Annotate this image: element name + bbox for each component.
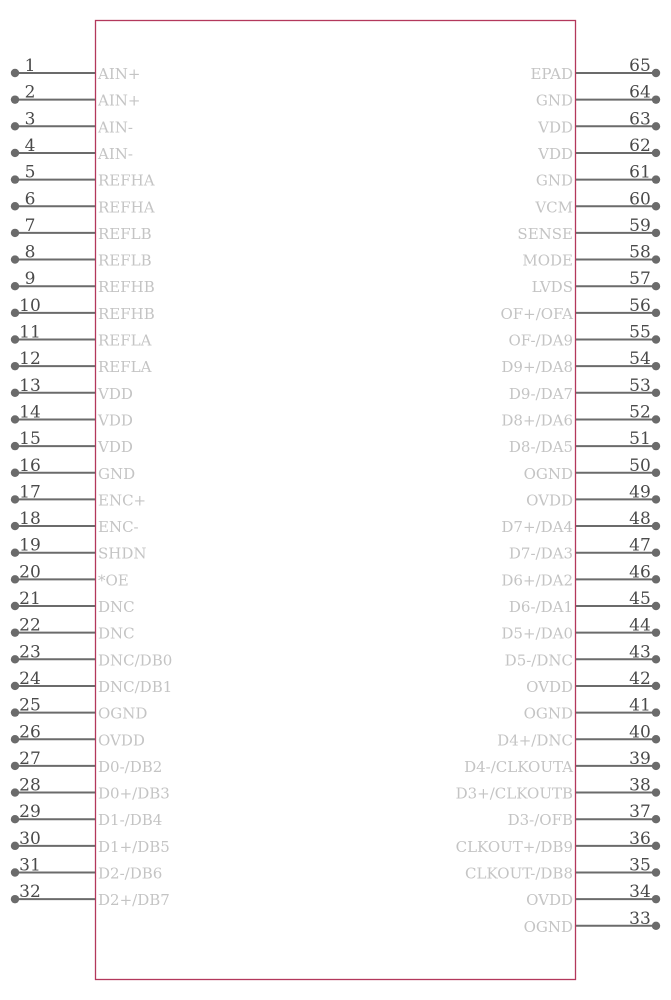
pin-endpoint [652,389,660,397]
pin-endpoint [11,602,19,610]
pin-endpoint [652,602,660,610]
pin-16 [11,456,135,483]
component-body [96,21,576,980]
pin-18 [11,509,139,536]
pin-number: 11 [19,322,41,343]
pin-number: 9 [24,269,36,290]
pin-label: ENC- [98,518,139,537]
pin-endpoint [11,655,19,663]
pin-number: 15 [19,429,41,450]
pin-endpoint [652,309,660,317]
pin-endpoint [11,469,19,477]
pin-label: CLKOUT-/DB8 [465,864,573,883]
pin-label: VDD [538,144,573,163]
pin-47 [509,536,660,563]
pin-label: REFLA [98,358,152,377]
pin-label: EPAD [530,65,573,83]
pin-endpoint [652,255,660,263]
left-pin-group [11,56,172,909]
pin-label: D3+/CLKOUTB [455,784,573,803]
pin-7 [11,216,152,243]
pin-number: 27 [19,748,41,769]
pin-14 [11,402,133,429]
pin-endpoint [11,69,19,77]
pin-number: 40 [629,722,651,743]
pin-64 [536,83,660,110]
pin-42 [526,669,660,696]
pin-number: 4 [24,135,36,156]
pin-endpoint [652,735,660,743]
pin-label: D6+/DA2 [501,571,573,590]
pin-54 [501,349,660,376]
pin-endpoint [652,708,660,716]
pin-number: 31 [19,855,41,876]
pin-label: D7-/DA3 [508,544,573,563]
pin-25 [11,696,148,723]
pin-endpoint [652,762,660,770]
pin-label: OVDD [98,731,145,750]
pin-endpoint [11,522,19,530]
pin-label: OVDD [526,891,573,910]
pin-label: SENSE [517,224,573,243]
pin-endpoint [652,69,660,77]
pin-endpoint [652,229,660,237]
pin-endpoint [11,735,19,743]
pin-number: 53 [629,375,651,396]
pin-number: 41 [629,695,651,716]
pin-9 [11,269,155,296]
pin-endpoint [11,868,19,876]
pin-label: LVDS [531,278,573,297]
pin-number: 2 [24,82,36,103]
pin-label: AIN- [98,144,133,163]
pin-endpoint [11,682,19,690]
pin-number: 48 [629,509,651,530]
pin-4 [11,136,133,163]
pin-endpoint [11,362,19,370]
pin-number: 36 [629,828,651,849]
pin-number: 39 [629,748,651,769]
pin-number: 13 [19,375,41,396]
pin-endpoint [652,442,660,450]
pin-label: D1-/DB4 [98,811,163,830]
pin-number: 35 [629,855,651,876]
pin-endpoint [652,149,660,157]
pin-number: 12 [19,349,41,370]
pin-label: D2-/DB6 [98,864,163,883]
pin-number: 19 [19,535,41,556]
pin-label: MODE [522,251,573,270]
pin-label: D5-/DNC [504,651,573,670]
pin-32 [11,882,170,909]
pin-22 [11,616,135,643]
pin-label: DNC/DB0 [98,651,173,670]
pin-number: 51 [629,429,651,450]
pin-label: OVDD [526,491,573,510]
pin-19 [11,536,147,563]
pin-46 [501,562,660,589]
pin-label: OF+/OFA [500,304,573,323]
pin-59 [517,216,660,243]
pin-endpoint [652,842,660,850]
pin-label: VDD [98,438,133,457]
pin-label: OGND [523,917,573,936]
pin-number: 52 [629,402,651,423]
pin-endpoint [652,549,660,557]
pin-number: 61 [629,162,651,183]
pin-endpoint [11,895,19,903]
pin-8 [11,243,152,270]
pin-label: D4+/DNC [497,731,573,750]
pin-endpoint [11,549,19,557]
pin-number: 10 [19,295,41,316]
pin-endpoint [11,229,19,237]
pin-label: D0-/DB2 [98,757,163,776]
pin-5 [11,163,155,190]
pin-label: VDD [98,384,133,403]
pin-34 [526,882,660,909]
pin-38 [456,776,661,803]
pin-label: OGND [523,464,573,483]
pin-label: VDD [98,411,133,430]
pin-number: 20 [19,562,41,583]
pin-53 [509,376,660,403]
pin-60 [534,189,660,216]
pin-label: DNC [98,624,135,643]
pin-number: 59 [629,215,651,236]
pin-label: D4-/CLKOUTA [464,757,573,776]
pin-number: 43 [629,642,651,663]
pin-number: 42 [629,668,651,689]
pin-number: 65 [629,56,651,76]
pin-number: 21 [19,589,41,609]
pin-label: GND [535,171,573,190]
pin-number: 56 [629,295,651,316]
pin-endpoint [652,522,660,530]
pin-28 [11,776,170,803]
pin-endpoint [652,895,660,903]
pin-number: 38 [629,775,651,796]
pin-number: 22 [19,615,41,636]
pin-number: 57 [629,269,651,290]
pin-26 [11,722,145,749]
pin-number: 7 [24,215,36,236]
pin-31 [11,856,162,883]
pin-label: D8-/DA5 [508,438,573,457]
pin-endpoint [652,335,660,343]
pin-23 [11,642,172,669]
pin-number: 58 [629,242,651,263]
pin-number: 17 [19,482,41,503]
pin-endpoint [11,282,19,290]
pin-15 [11,429,133,456]
pin-43 [505,642,661,669]
pin-12 [11,349,152,376]
pin-3 [11,109,133,136]
pin-52 [501,402,660,429]
pin-label: OF-/DA9 [508,331,573,350]
pin-63 [537,109,660,136]
pin-37 [508,802,661,829]
pin-endpoint [11,762,19,770]
pin-endpoint [652,922,660,930]
pin-number: 55 [629,322,651,343]
pin-endpoint [652,788,660,796]
pin-39 [464,749,660,776]
right-pin-group [456,56,661,936]
pin-endpoint [652,95,660,103]
pin-label: CLKOUT+/DB9 [455,837,573,856]
pin-56 [500,296,660,323]
pin-number: 23 [19,642,41,663]
pin-label: VCM [535,198,573,217]
pin-62 [537,136,660,163]
pin-11 [11,323,152,350]
pin-label: GND [98,464,136,483]
pin-endpoint [652,415,660,423]
pin-label: REFLA [98,331,152,350]
pin-endpoint [652,122,660,130]
pin-number: 30 [19,828,41,849]
pin-number: 49 [629,482,651,503]
pin-endpoint [652,282,660,290]
pin-41 [524,696,661,723]
pin-label: D2+/DB7 [98,891,170,910]
pin-number: 47 [629,535,651,556]
pin-number: 18 [19,509,41,530]
pin-33 [524,909,661,936]
pin-number: 1 [24,56,36,76]
pin-label: REFLB [98,251,152,270]
pin-55 [508,323,660,350]
pin-label: ENC+ [98,491,147,510]
pin-label: D0+/DB3 [98,784,170,803]
pin-number: 45 [629,589,651,609]
pin-number: 37 [629,802,651,823]
pin-endpoint [11,255,19,263]
pin-27 [11,749,162,776]
pin-20 [11,562,129,589]
pin-endpoint [652,575,660,583]
pin-label: REFHB [98,304,155,323]
pin-number: 25 [19,695,41,716]
pin-label: *OE [98,571,129,590]
pin-number: 29 [19,802,41,823]
pin-number: 5 [24,162,36,183]
pin-number: 6 [24,189,36,210]
pin-label: D6-/DA1 [508,598,573,616]
pin-label: OGND [523,704,573,723]
pin-label: REFHA [98,171,155,190]
pin-number: 64 [629,82,651,103]
pin-endpoint [11,335,19,343]
pin-number: 33 [629,908,651,929]
pin-label: AIN+ [98,65,141,83]
pin-label: AIN+ [98,91,141,110]
pin-label: OVDD [526,677,573,696]
pin-endpoint [652,495,660,503]
pin-endpoint [652,202,660,210]
pin-number: 50 [629,455,651,476]
pin-number: 32 [19,882,41,903]
pin-label: DNC/DB1 [98,677,173,696]
pin-65 [530,56,660,83]
pin-endpoint [11,575,19,583]
pin-number: 62 [629,135,651,156]
pin-label: D7+/DA4 [501,518,573,537]
pin-number: 16 [19,455,41,476]
pin-17 [11,482,146,509]
pin-1 [11,56,141,83]
pin-13 [11,376,133,403]
pin-number: 8 [24,242,36,263]
pin-endpoint [11,309,19,317]
pin-number: 46 [629,562,651,583]
pin-number: 34 [629,882,651,903]
pin-6 [11,189,155,216]
pin-endpoint [652,655,660,663]
pin-number: 24 [19,668,41,689]
pin-label: REFLB [98,224,152,243]
pin-30 [11,829,170,856]
pin-36 [456,829,661,856]
pin-endpoint [11,495,19,503]
pin-24 [11,669,172,696]
pin-number: 3 [24,109,36,130]
pin-label: D1+/DB5 [98,837,170,856]
pin-endpoint [652,628,660,636]
pin-endpoint [11,149,19,157]
pin-35 [465,856,660,883]
pin-label: SHDN [98,544,147,563]
pin-21 [11,589,135,616]
pin-number: 44 [629,615,651,636]
pin-endpoint [652,682,660,690]
pin-29 [11,802,162,829]
pin-2 [11,83,141,110]
pin-51 [509,429,660,456]
pin-label: AIN- [98,118,133,137]
pin-45 [509,589,660,616]
pin-number: 60 [629,189,651,210]
pin-label: D5+/DA0 [501,624,573,643]
pin-endpoint [652,362,660,370]
pin-label: REFHA [98,198,155,217]
pin-label: VDD [538,118,573,137]
pin-label: DNC [98,598,135,616]
pin-label: D9+/DA8 [501,358,573,377]
pin-endpoint [652,868,660,876]
pin-label: REFHB [98,278,155,297]
pin-label: OGND [98,704,148,723]
pin-endpoint [11,708,19,716]
pin-number: 28 [19,775,41,796]
pin-number: 26 [19,722,41,743]
pin-number: 14 [19,402,41,423]
pin-number: 63 [629,109,651,130]
pin-58 [522,243,660,270]
pin-endpoint [11,628,19,636]
pin-endpoint [11,788,19,796]
pin-endpoint [652,815,660,823]
pin-44 [501,616,660,643]
pin-label: D8+/DA6 [501,411,573,430]
pin-endpoint [652,175,660,183]
pin-61 [536,163,660,190]
pin-57 [532,269,661,296]
pin-label: D3-/OFB [507,811,573,830]
pin-label: GND [535,91,573,110]
pin-endpoint [11,122,19,130]
pin-endpoint [652,469,660,477]
pin-endpoint [11,175,19,183]
pin-endpoint [11,202,19,210]
pin-label: D9-/DA7 [508,384,573,403]
pin-number: 54 [629,349,651,370]
pin-endpoint [11,815,19,823]
pin-48 [501,509,660,536]
pin-50 [524,456,661,483]
pin-40 [497,722,660,749]
pin-endpoint [11,389,19,397]
pin-49 [526,482,660,509]
pin-endpoint [11,842,19,850]
pin-endpoint [11,95,19,103]
pin-endpoint [11,442,19,450]
pin-endpoint [11,415,19,423]
pin-10 [11,296,155,323]
